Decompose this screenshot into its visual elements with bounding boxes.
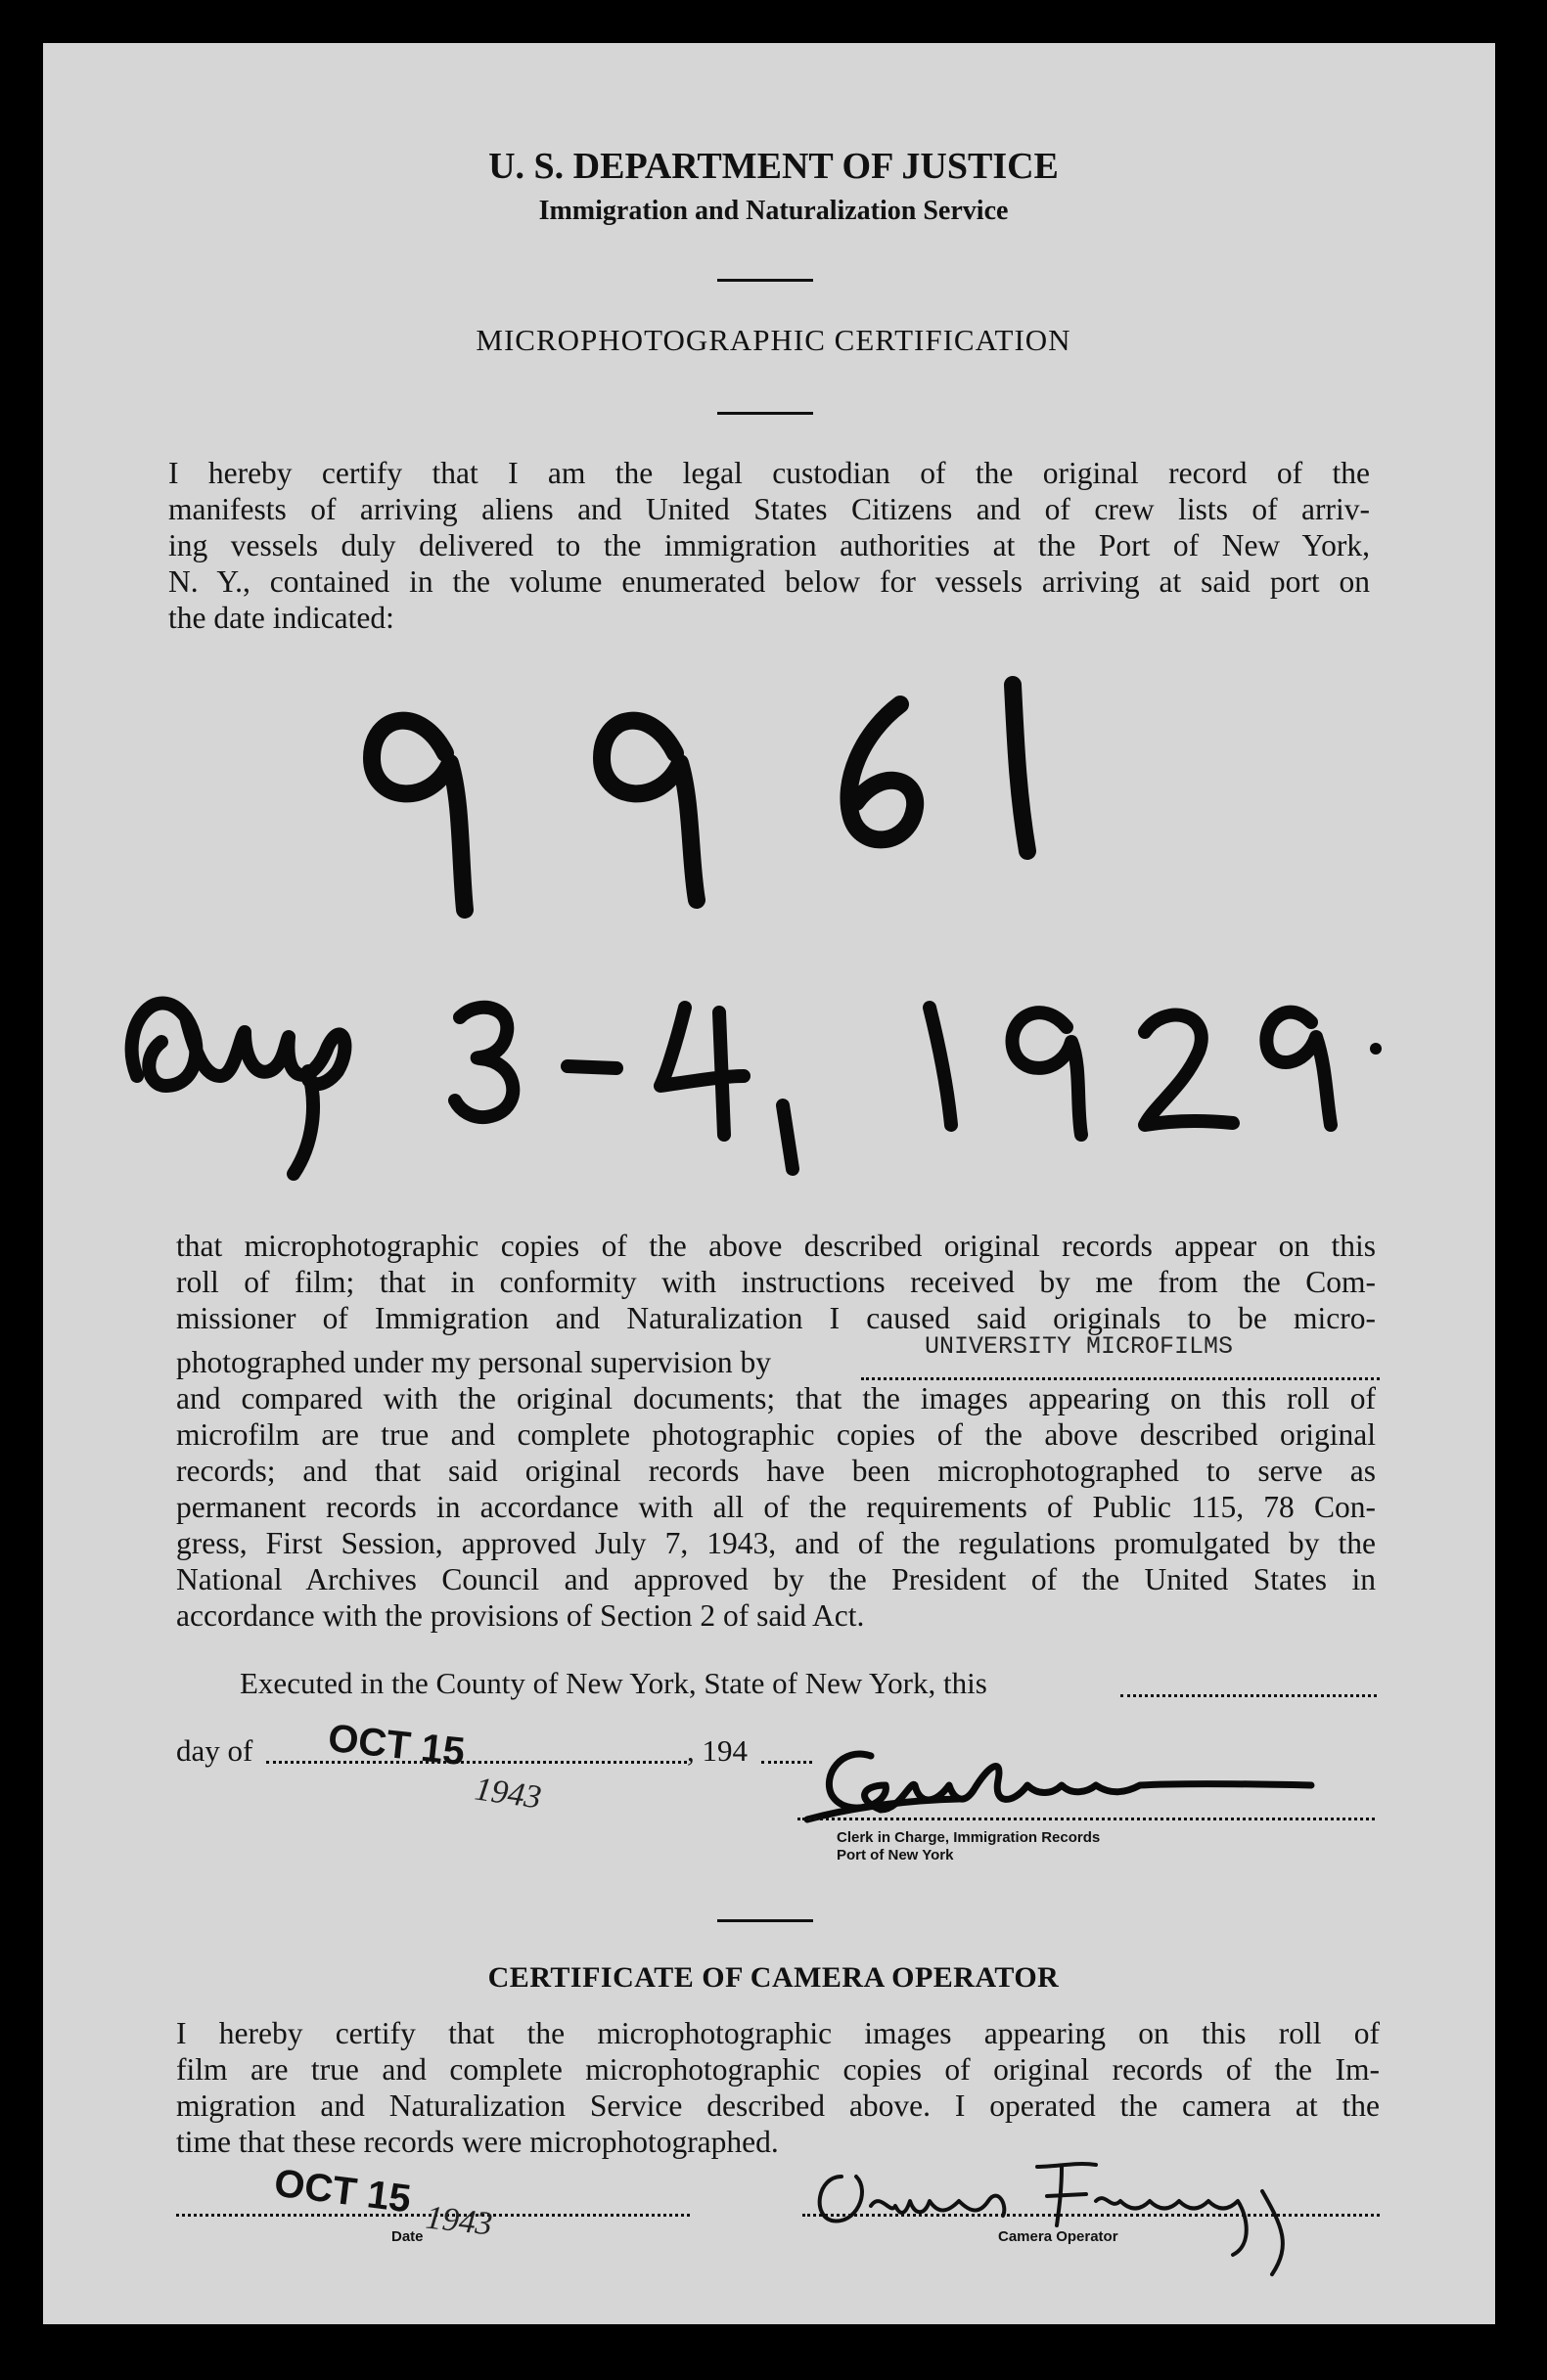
date-stamp: OCT 15: [326, 1716, 468, 1774]
camera-heading: CERTIFICATE OF CAMERA OPERATOR: [487, 1961, 1060, 1994]
executed-statement: Executed in the County of New York, State of New York, this: [240, 1666, 987, 1700]
divider: [717, 1919, 813, 1922]
camera-paragraph: [176, 2015, 1380, 2160]
paragraph-line: I hereby certify that I am the legal custodian of the original record of the: [168, 456, 1370, 490]
paragraph-line: permanent records in accordance with all of the requirements of Public 115, 78 Con-: [176, 1490, 1376, 1524]
handwritten-date: [108, 939, 1399, 1193]
date-label: Date: [391, 2228, 424, 2245]
paragraph-line: photographed under my personal supervision by: [176, 1345, 772, 1379]
paragraph-line: microfilm are true and complete photographic copies of the above described original: [176, 1417, 1376, 1452]
paragraph-line: migration and Naturalization Service described above. I operated the camera at the: [176, 2088, 1380, 2123]
paragraph-line: roll of film; that in conformity with instructions received by me from the Com-: [176, 1265, 1376, 1299]
paragraph-line: National Archives Council and approved by the President of the United States in: [176, 1562, 1376, 1596]
divider: [717, 412, 813, 415]
camera-operator-signature: [802, 2147, 1389, 2284]
paragraph-line: film are true and complete microphotographic copies of original records of the Im-: [176, 2052, 1380, 2087]
paragraph-line: ing vessels duly delivered to the immigration authorities at the Port of New York,: [168, 528, 1370, 562]
clerk-title: Clerk in Charge, Immigration Records: [837, 1829, 1101, 1846]
typed-operator-name: UNIVERSITY MICROFILMS: [925, 1332, 1234, 1361]
year-prefix: , 194: [687, 1733, 748, 1768]
camera-date-stamp-year: 1943: [424, 2199, 494, 2243]
paragraph-line: that microphotographic copies of the above described original records appear on this: [176, 1229, 1376, 1263]
paragraph-line: and compared with the original documents; that the images appearing on this roll of: [176, 1381, 1376, 1415]
paragraph-line: manifests of arriving aliens and United States Citizens and of crew lists of arriv-: [168, 492, 1370, 526]
camera-operator-label: Camera Operator: [998, 2228, 1118, 2245]
dotted-line: [1120, 1694, 1377, 1697]
service-subheading: Immigration and Naturalization Service: [538, 196, 1009, 226]
signature-dotted-line: [797, 1818, 1375, 1820]
paragraph-line: gress, First Session, approved July 7, 1943, and of the regulations promulgated by the: [176, 1526, 1376, 1560]
supervision-dotted-line: [861, 1377, 1380, 1380]
paragraph-line: N. Y., contained in the volume enumerated below for vessels arriving at said port on: [168, 564, 1370, 599]
paragraph-line: I hereby certify that the microphotographic images appearing on this roll of: [176, 2016, 1380, 2050]
clerk-signature: [802, 1727, 1331, 1829]
paragraph-line: time that these records were microphotographed.: [176, 2125, 779, 2159]
paragraph-line: missioner of Immigration and Naturalization I caused said originals to be micro-: [176, 1301, 1376, 1335]
handwritten-volume-number: [352, 646, 1096, 939]
camera-date-stamp: OCT 15: [271, 2161, 414, 2222]
document-title: MICROPHOTOGRAPHIC CERTIFICATION: [476, 323, 1071, 357]
dotted-line: [266, 1761, 687, 1764]
intro-paragraph: [168, 455, 1370, 636]
clerk-office: Port of New York: [837, 1847, 954, 1864]
paragraph-line: the date indicated:: [168, 601, 394, 635]
date-stamp-year: 1943: [472, 1771, 544, 1817]
paragraph-line: accordance with the provisions of Section 2 of said Act.: [176, 1598, 865, 1633]
body-paragraph: [176, 1228, 1376, 1634]
agency-heading: U. S. DEPARTMENT OF JUSTICE: [488, 146, 1059, 187]
day-of-label: day of: [176, 1733, 253, 1768]
paragraph-line: records; and that said original records have been microphotographed to serve as: [176, 1454, 1376, 1488]
divider: [717, 279, 813, 282]
